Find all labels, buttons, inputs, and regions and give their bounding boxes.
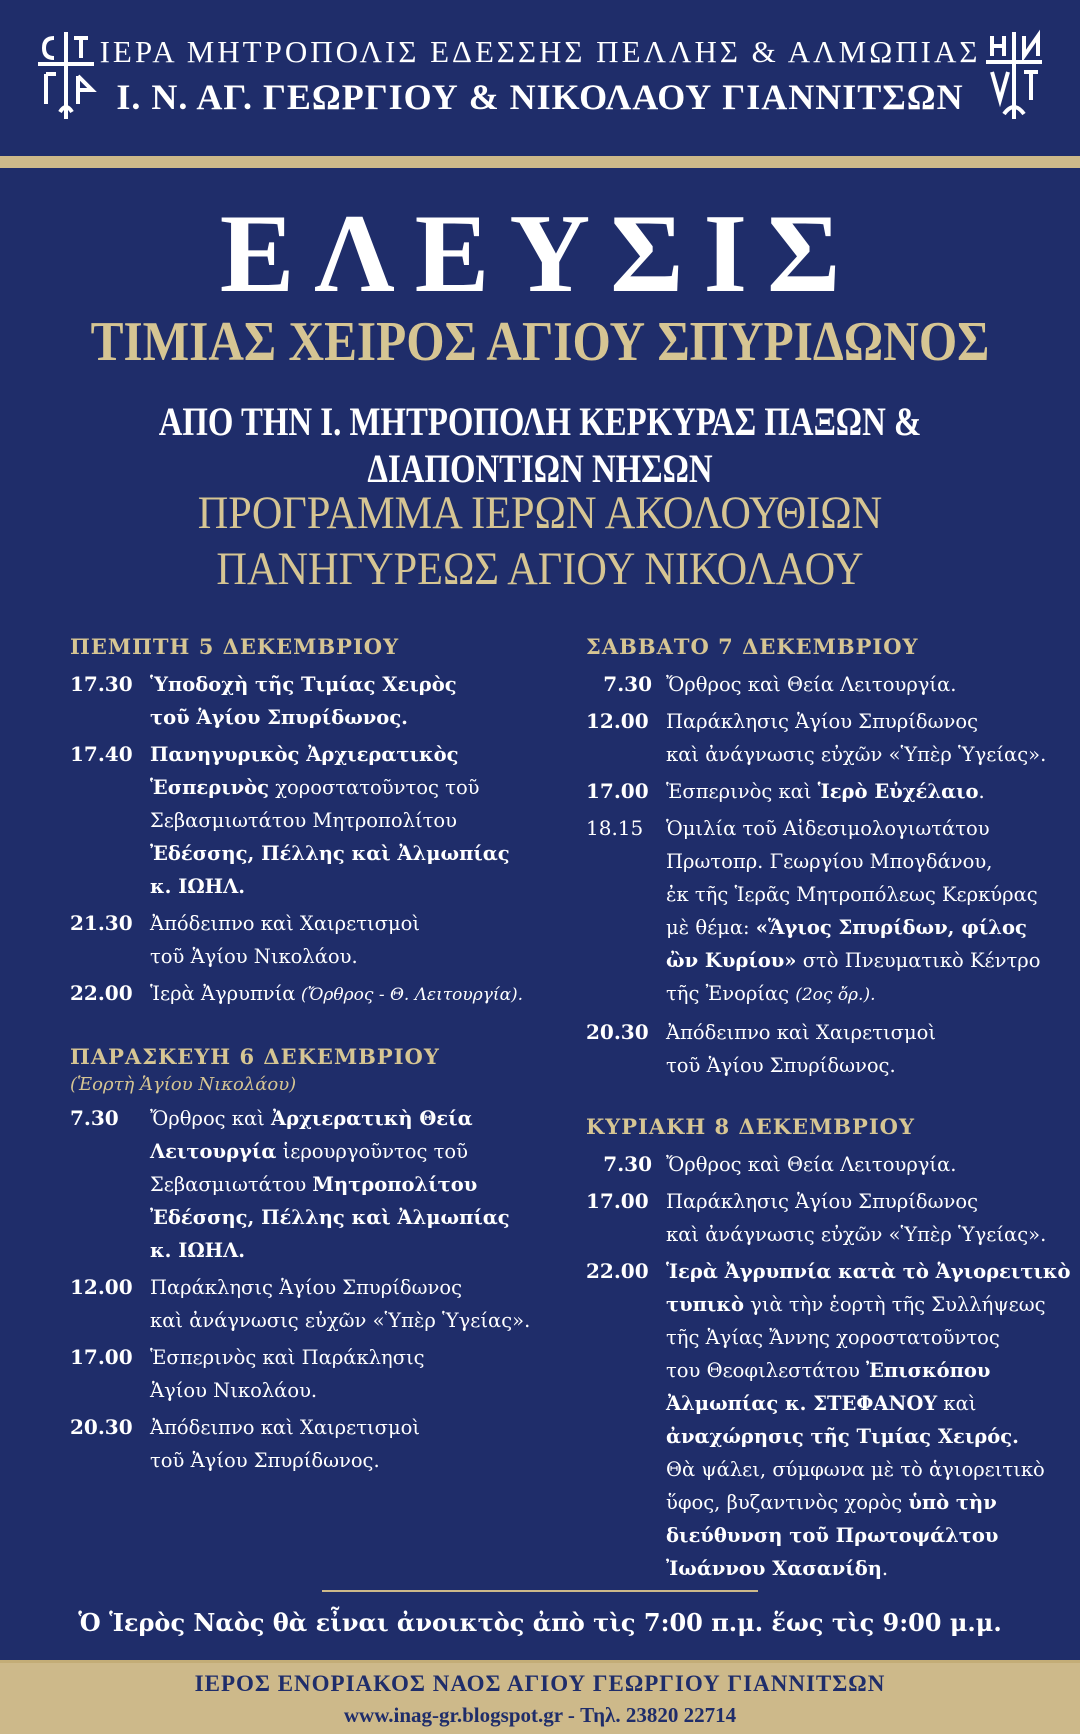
entry-line — [666, 1486, 1071, 1519]
entry-time: 20.30 — [586, 1020, 649, 1044]
entry-fragment: ὢν Κυρίου» — [666, 949, 797, 972]
schedule-entry — [70, 1411, 550, 1477]
origin-title: ΑΠΟ ΤΗΝ Ι. ΜΗΤΡΟΠΟΛΗ ΚΕΡΚΥΡΑΣ ΠΑΞΩΝ & ΔΙΑΠΟΝΤΙΩΝ ΝΗΣΩΝ — [158, 399, 922, 491]
entry-fragment: (Ὄρθρος - Θ. Λειτουργία). — [295, 985, 524, 1005]
entry-fragment: Ἱερὸ Εὐχέλαιο — [817, 780, 979, 803]
entry-line — [666, 1288, 1071, 1321]
entry-line — [150, 771, 550, 804]
schedule-entry — [586, 1185, 1066, 1251]
entry-time: 12.00 — [586, 709, 649, 733]
entry-line: καὶ ἀνάγνωσις εὐχῶν «Ὑπὲρ Ὑγείας». — [666, 1223, 1047, 1246]
entry-line: Ἑσπερινὸς καὶ Παράκλησις — [150, 1346, 425, 1369]
entry-fragment: στὸ Πνευματικὸ Κέντρο — [796, 949, 1041, 972]
schedule-entry — [70, 738, 550, 903]
schedule-entry — [586, 775, 1066, 808]
entry-line — [666, 1552, 1071, 1585]
entry-time: 17.00 — [586, 779, 649, 803]
entry-text — [150, 1102, 550, 1267]
entry-time: 7.30 — [603, 1152, 652, 1176]
entry-line: ἐκ τῆς Ἱερᾶς Μητροπόλεως Κερκύρας — [666, 883, 1038, 906]
monogram-nikolaos-icon — [974, 24, 1054, 124]
entry-line: τοῦ Ἁγίου Σπυρίδωνος. — [150, 706, 408, 729]
schedule-entry — [586, 1255, 1071, 1585]
entry-line: κ. ΙΩΗΛ. — [150, 875, 246, 898]
entry-text — [666, 705, 1066, 771]
entry-fragment: Σεβασμιωτάτου — [150, 1173, 313, 1196]
schedule-right-column — [586, 630, 1071, 1585]
entry-line: Ἁγίου Νικολάου. — [150, 1379, 318, 1402]
entry-line: Ὑποδοχὴ τῆς Τιμίας Χειρὸς — [150, 673, 457, 696]
parish-name: ΙΕΡΟΣ ΕΝΟΡΙΑΚΟΣ ΝΑΟΣ ΑΓΙΟΥ ΓΕΩΡΓΙΟΥ ΓΙΑΝΝΙΤΣΩΝ — [194, 1671, 886, 1696]
entry-fragment: . — [978, 780, 985, 803]
schedule-entry — [586, 705, 1066, 771]
entry-line: διεύθυνση τοῦ Πρωτοψάλτου — [666, 1524, 999, 1547]
entry-line: Ἀπόδειπνο καὶ Χαιρετισμοὶ — [150, 912, 421, 935]
entry-time: 22.00 — [586, 1259, 649, 1283]
entry-fragment: (2ος ὄρ.). — [795, 985, 876, 1005]
entry-time: 17.00 — [586, 1189, 649, 1213]
entry-time: 17.00 — [70, 1345, 133, 1369]
event-title: ΕΛΕΥΣΙΣ — [219, 192, 861, 316]
entry-line — [150, 977, 550, 1012]
entry-fragment: Ἱερὰ Ἀγρυπνία — [150, 982, 296, 1005]
entry-fragment: «Ἅγιος Σπυρίδων, φίλος — [755, 916, 1027, 939]
entry-fragment: Ἐπισκόπου — [866, 1359, 991, 1382]
entry-text — [150, 907, 550, 973]
entry-fragment: Ἀρχιερατικὴ Θεία — [271, 1107, 473, 1130]
entry-fragment: ὑπὸ τὴν — [908, 1491, 997, 1514]
entry-line: τοῦ Ἁγίου Σπυρίδωνος. — [666, 1054, 896, 1077]
entry-fragment: καὶ — [937, 1392, 977, 1415]
schedule-entry — [70, 907, 550, 973]
entry-fragment: Ἑσπερινὸς καὶ — [666, 780, 818, 803]
entry-text — [150, 1271, 550, 1337]
entry-fragment: Ὄρθρος καὶ — [150, 1107, 271, 1130]
entry-text — [666, 1016, 1066, 1082]
entry-fragment: Ἑσπερινὸς — [150, 776, 270, 799]
entry-fragment: του Θεοφιλεστάτου — [666, 1359, 867, 1382]
entry-line: Ὁμιλία τοῦ Αἰδεσιμολογιωτάτου — [666, 817, 990, 840]
entry-text — [150, 668, 550, 734]
entry-text — [666, 1255, 1071, 1585]
entry-time: 21.30 — [70, 911, 133, 935]
entry-line — [666, 1354, 1071, 1387]
schedule-entry — [70, 1271, 550, 1337]
entry-line: Σεβασμιωτάτου Μητροπολίτου — [150, 809, 457, 832]
entry-time: 7.30 — [70, 1106, 119, 1130]
entry-fragment: μὲ θέμα: — [666, 916, 756, 939]
entry-time: 18.15 — [586, 816, 644, 840]
entry-line: Πανηγυρικὸς Ἀρχιερατικὸς — [150, 743, 459, 766]
schedule-entry — [586, 812, 1066, 1012]
entry-line — [150, 1135, 550, 1168]
entry-line: Ὄρθρος καὶ Θεία Λειτουργία. — [666, 673, 957, 696]
contact-info: www.inag-gr.blogspot.gr - Τηλ. 23820 22714 — [343, 1703, 737, 1727]
day-note-friday: (Ἑορτὴ Ἁγίου Νικολάου) — [70, 1074, 297, 1095]
day-heading-thursday: ΠΕΜΠΤΗ 5 ΔΕΚΕΜΒΡΙΟΥ — [70, 634, 400, 659]
entry-time: 17.30 — [70, 672, 133, 696]
entry-line — [150, 1168, 550, 1201]
schedule-entry — [70, 977, 550, 1012]
entry-text — [150, 977, 550, 1012]
entry-line: κ. ΙΩΗΛ. — [150, 1239, 246, 1262]
relic-title: ΤΙΜΙΑΣ ΧΕΙΡΟΣ ΑΓΙΟΥ ΣΠΥΡΙΔΩΝΟΣ — [90, 311, 990, 373]
entry-line: Ὄρθρος καὶ Θεία Λειτουργία. — [666, 1153, 957, 1176]
entry-time: 22.00 — [70, 981, 133, 1005]
schedule-entry — [70, 1102, 550, 1267]
footer-bar — [0, 1660, 1080, 1734]
entry-text — [666, 775, 1066, 808]
entry-text — [666, 668, 1066, 701]
entry-line — [666, 977, 1066, 1012]
entry-fragment: Ἰωάννου Χασανίδη — [666, 1557, 882, 1580]
church-title: Ι. Ν. ΑΓ. ΓΕΩΡΓΙΟΥ & ΝΙΚΟΛΑΟΥ ΓΙΑΝΝΙΤΣΩΝ — [116, 77, 964, 117]
entry-line: ἀναχώρησις τῆς Τιμίας Χειρός. — [666, 1425, 1019, 1448]
entry-line: Θὰ ψάλει, σύμφωνα μὲ τὸ ἁγιορειτικὸ — [666, 1458, 1045, 1481]
entry-text — [666, 1185, 1066, 1251]
entry-fragment: γιὰ τὴν ἑορτὴ τῆς Συλλήψεως — [743, 1293, 1046, 1316]
program-title-line2: ΠΑΝΗΓΥΡΕΩΣ ΑΓΙΟΥ ΝΙΚΟΛΑΟΥ — [216, 543, 864, 595]
entry-text — [150, 1411, 550, 1477]
entry-line: Ἀπόδειπνο καὶ Χαιρετισμοὶ — [666, 1021, 937, 1044]
schedule-entry — [70, 668, 550, 734]
entry-fragment: Μητροπολίτου — [312, 1173, 478, 1196]
entry-line: Παράκλησις Ἁγίου Σπυρίδωνος — [666, 1190, 979, 1213]
header — [0, 0, 1080, 152]
entry-fragment: Λειτουργία — [150, 1140, 277, 1163]
entry-fragment: . — [881, 1557, 889, 1580]
entry-line: καὶ ἀνάγνωσις εὐχῶν «Ὑπὲρ Ὑγείας». — [666, 743, 1047, 766]
entry-text — [666, 812, 1066, 1012]
program-title-line1: ΠΡΟΓΡΑΜΜΑ ΙΕΡΩΝ ΑΚΟΛΟΥΘΙΩΝ — [197, 487, 883, 539]
entry-line: Πρωτοπρ. Γεωργίου Μπογδάνου, — [666, 850, 993, 873]
entry-fragment: χοροστατοῦντος τοῦ — [269, 776, 480, 799]
entry-fragment: Ἀλμωπίας κ. ΣΤΕΦΑΝΟΥ — [666, 1392, 938, 1415]
entry-line: καὶ ἀνάγνωσις εὐχῶν «Ὑπὲρ Ὑγείας». — [150, 1309, 531, 1332]
entry-line: τοῦ Ἁγίου Νικολάου. — [150, 945, 358, 968]
schedule-entry — [70, 1341, 550, 1407]
day-heading-sunday: ΚΥΡΙΑΚΗ 8 ΔΕΚΕΜΒΡΙΟΥ — [586, 1114, 915, 1139]
day-heading-friday: ΠΑΡΑΣΚΕΥΗ 6 ΔΕΚΕΜΒΡΙΟΥ — [70, 1044, 440, 1069]
entry-line — [666, 911, 1066, 944]
opening-hours: Ὁ Ἱερὸς Ναὸς θὰ εἶναι ἀνοικτὸς ἀπὸ τὶς 7:00 π.μ. ἕως τὶς 9:00 μ.μ. — [78, 1608, 1002, 1637]
entry-text — [666, 1148, 1066, 1181]
entry-time: 12.00 — [70, 1275, 133, 1299]
entry-fragment: ἱερουργοῦντος τοῦ — [276, 1140, 468, 1163]
schedule-left-column — [70, 630, 550, 1477]
entry-line: Ἱερὰ Ἀγρυπνία κατὰ τὸ Ἁγιορειτικὸ — [666, 1260, 1071, 1283]
entry-line — [666, 944, 1066, 977]
entry-line: Παράκλησις Ἁγίου Σπυρίδωνος — [666, 710, 979, 733]
entry-line: τῆς Ἁγίας Ἄννης χοροστατοῦντος — [666, 1326, 1000, 1349]
entry-fragment: τυπικὸ — [666, 1293, 744, 1316]
entry-time: 17.40 — [70, 742, 133, 766]
schedule-entry — [586, 1016, 1066, 1082]
diocese-title: ΙΕΡΑ ΜΗΤΡΟΠΟΛΙΣ ΕΔΕΣΣΗΣ ΠΕΛΛΗΣ & ΑΛΜΩΠΙΑΣ — [99, 34, 981, 69]
entry-time: 20.30 — [70, 1415, 133, 1439]
entry-line — [666, 1387, 1071, 1420]
entry-line — [150, 1102, 550, 1135]
entry-line: Ἐδέσσης, Πέλλης καὶ Ἀλμωπίας — [150, 1206, 510, 1229]
schedule-entry — [586, 668, 1066, 701]
entry-line: Παράκλησις Ἁγίου Σπυρίδωνος — [150, 1276, 463, 1299]
entry-time: 7.30 — [603, 672, 652, 696]
gold-divider — [0, 156, 1080, 168]
entry-line: τοῦ Ἁγίου Σπυρίδωνος. — [150, 1449, 380, 1472]
schedule-entry — [586, 1148, 1066, 1181]
day-heading-saturday: ΣΑΒΒΑΤΟ 7 ΔΕΚΕΜΒΡΙΟΥ — [586, 634, 919, 659]
footer-separator — [322, 1590, 758, 1592]
entry-fragment: ὕφος, βυζαντινὸς χορὸς — [666, 1491, 909, 1514]
entry-line — [666, 775, 1066, 808]
entry-line: Ἀπόδειπνο καὶ Χαιρετισμοὶ — [150, 1416, 421, 1439]
entry-fragment: τῆς Ἐνορίας — [666, 982, 796, 1005]
entry-text — [150, 1341, 550, 1407]
entry-text — [150, 738, 550, 903]
entry-line: Ἐδέσσης, Πέλλης καὶ Ἀλμωπίας — [150, 842, 510, 865]
